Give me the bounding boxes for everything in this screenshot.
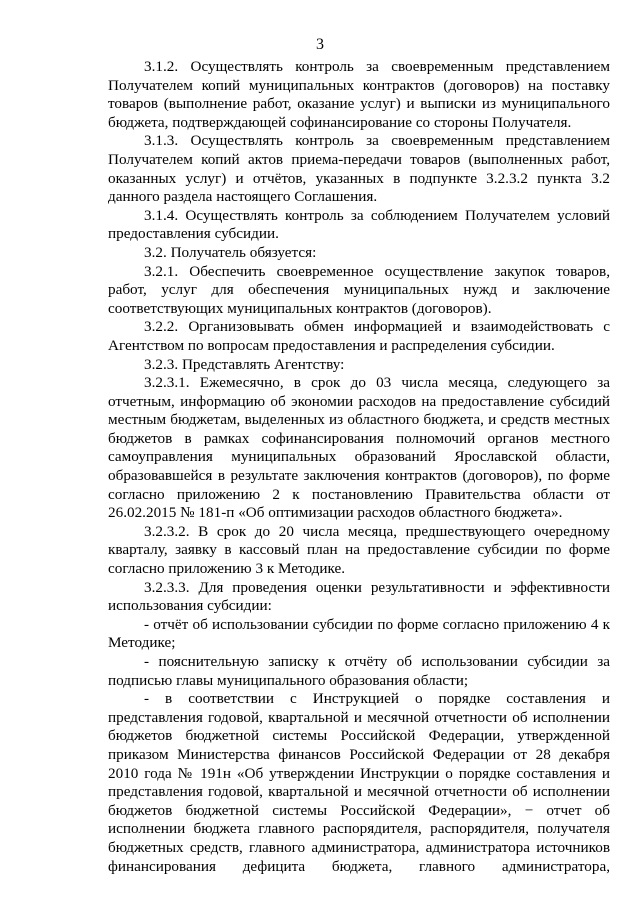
paragraph-3-2-3: 3.2.3. Представлять Агентству: [144,355,345,373]
page-number: 3 [316,36,324,53]
paragraph-3-1-3: 3.1.3. Осуществлять контроль за своевременным представлением Получателем копий актов приема-передачи товаров (выполненных работ, оказанных услуг) и отчётов, указанных в подпункте 3.2.3.2 пункта 3.2 данного раздела настоящего Соглашения. [108,132,610,206]
paragraph-3-1-2: 3.1.2. Осуществлять контроль за своевременным представлением Получателем копий муниципальных контрактов (договоров) на поставку товаров (выполнение работ, оказание услуг) и выписки из муниципального бюджета, подтверждающей софинансирование со стороны Получателя. [108,58,610,131]
paragraph-3-2: 3.2. Получатель обязуется: [144,243,317,261]
paragraph-3-2-3-1: 3.2.3.1. Ежемесячно, в срок до 03 числа месяца, следующего за отчетным, информацию об экономии расходов на предоставление субсидий местным бюджетам, выделенных из областного бюджета, и средств местных бюджетов в рамках софинансирования полномочий органов местного самоуправления муниципальных образований Ярославской области, образовавшейся в результате заключения контрактов (договоров), по форме согласно приложению 2 к постановлению Правительства области от 26.02.2015 № 181-п «Об оптимизации расходов областного бюджета». [108,374,610,522]
paragraph-3-2-3-3: 3.2.3.3. Для проведения оценки результативности и эффективности использования субсидии: [108,578,610,615]
paragraph-3-1-4: 3.1.4. Осуществлять контроль за соблюдением Получателем условий предоставления субсидии. [108,206,610,243]
document-body [108,58,610,876]
list-item-instruction-report: - в соответствии с Инструкцией о порядке составления и представления годовой, квартальной и месячной отчетности об исполнении бюджетов бюджетной системы Российской Федерации, утвержденной приказом Министерства финансов Российской Федерации от 28 декабря 2010 года № 191н «Об утверждении Инструкции о порядке составления и представления годовой, квартальной и месячной отчетности об исполнении бюджетов бюджетной системы Российской Федерации», − отчет об исполнении бюджета главного распорядителя, распорядителя, получателя бюджетных средств, главного администратора, администратора источников финансирования дефицита бюджета, главного администратора, [108,690,610,875]
paragraph-3-2-3-2: 3.2.3.2. В срок до 20 числа месяца, предшествующего очередному кварталу, заявку в кассовый план на предоставление субсидии по форме согласно приложению 3 к Методике. [108,522,610,578]
paragraph-3-2-1: 3.2.1. Обеспечить своевременное осуществление закупок товаров, работ, услуг для обеспечения муниципальных нужд и заключение соответствующих муниципальных контрактов (договоров). [108,262,610,317]
list-item-report: - отчёт об использовании субсидии по форме согласно приложению 4 к Методике; [108,615,610,652]
list-item-explanatory-note: - пояснительную записку к отчёту об использовании субсидии за подписью главы муниципального образования области; [108,653,610,689]
paragraph-3-2-2: 3.2.2. Организовывать обмен информацией и взаимодействовать с Агентством по вопросам предоставления и распределения субсидии. [108,318,610,354]
